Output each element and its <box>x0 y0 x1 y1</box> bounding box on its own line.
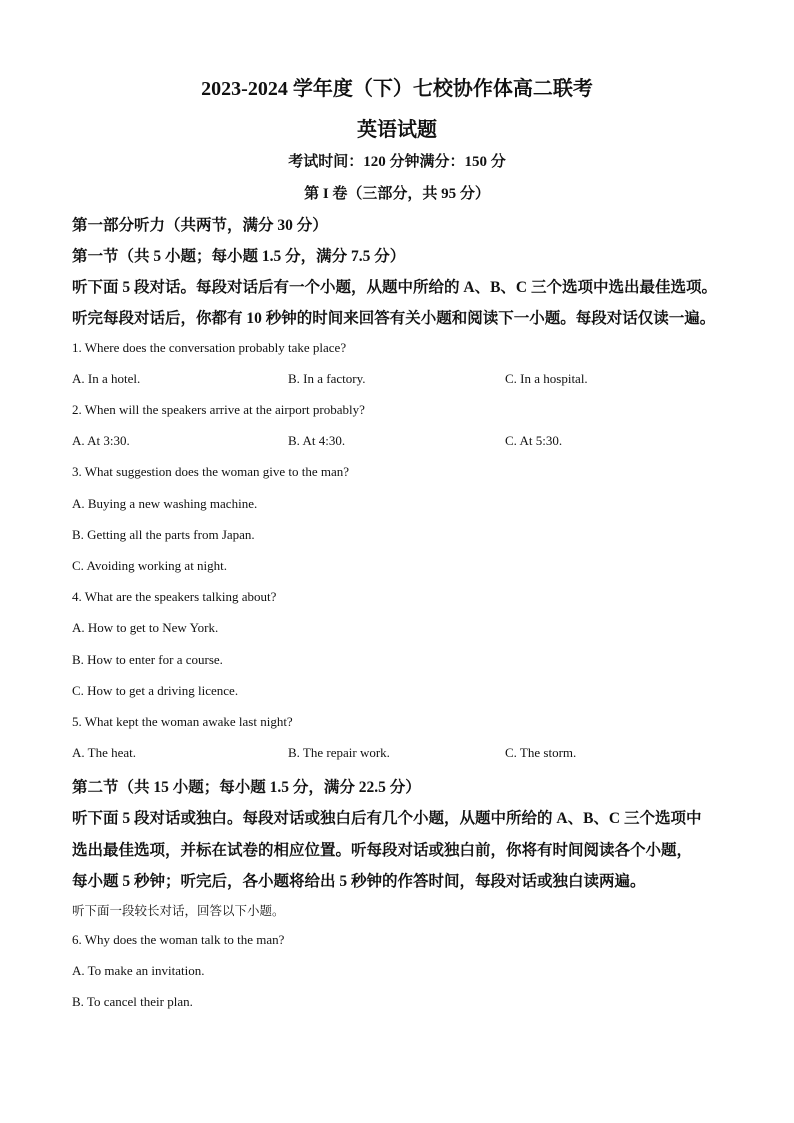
section2-heading: 第二节（共 15 小题；每小题 1.5 分，满分 22.5 分） <box>72 779 421 796</box>
question-5-option-b[interactable]: B. The repair work. <box>288 745 390 760</box>
section1-heading: 第一节（共 5 小题；每小题 1.5 分，满分 7.5 分） <box>72 248 406 265</box>
section1-instructions-line2: 听完每段对话后，你都有 10 秒钟的时间来回答有关小题和阅读下一小题。每段对话仅读一遍。 <box>72 310 716 327</box>
exam-subtitle: 英语试题 <box>357 119 437 141</box>
question-4-option-b[interactable]: B. How to enter for a course. <box>72 652 223 667</box>
question-1-option-b[interactable]: B. In a factory. <box>288 371 366 386</box>
section2-instructions-line1: 听下面 5 段对话或独白。每段对话或独白后有几个小题，从题中所给的 A、B、C 三个选项中 <box>72 810 702 827</box>
volume-heading: 第 I 卷（三部分，共 95 分） <box>304 186 490 202</box>
question-5-option-c[interactable]: C. The storm. <box>505 745 577 760</box>
question-4-option-c[interactable]: C. How to get a driving licence. <box>72 683 239 698</box>
question-5-option-a[interactable]: A. The heat. <box>72 745 137 760</box>
question-6-option-b[interactable]: B. To cancel their plan. <box>72 994 193 1009</box>
exam-title: 2023-2024 学年度（下）七校协作体高二联考 <box>201 78 593 100</box>
section2-instructions-line3: 每小题 5 秒钟；听完后，各小题将给出 5 秒钟的作答时间，每段对话或独白读两遍。 <box>72 873 646 890</box>
question-1-stem: 1. Where does the conversation probably take place? <box>72 340 347 355</box>
question-3-option-b[interactable]: B. Getting all the parts from Japan. <box>72 527 255 542</box>
question-6-stem: 6. Why does the woman talk to the man? <box>72 932 285 947</box>
question-4-stem: 4. What are the speakers talking about? <box>72 589 277 604</box>
exam-info: 考试时间：120 分钟满分：150 分 <box>288 154 506 170</box>
question-1-option-c[interactable]: C. In a hospital. <box>505 371 588 386</box>
question-2-option-c[interactable]: C. At 5:30. <box>505 433 563 448</box>
question-2-stem: 2. When will the speakers arrive at the airport probably? <box>72 402 365 417</box>
question-2-option-b[interactable]: B. At 4:30. <box>288 433 346 448</box>
question-2-option-a[interactable]: A. At 3:30. <box>72 433 130 448</box>
question-1-option-a[interactable]: A. In a hotel. <box>72 371 141 386</box>
question-5-stem: 5. What kept the woman awake last night? <box>72 714 293 729</box>
section1-instructions-line1: 听下面 5 段对话。每段对话后有一个小题，从题中所给的 A、B、C 三个选项中选出最佳选项。 <box>72 279 717 296</box>
part1-heading: 第一部分听力（共两节，满分 30 分） <box>72 217 328 234</box>
question-3-option-a[interactable]: A. Buying a new washing machine. <box>72 496 258 511</box>
question-6-option-a[interactable]: A. To make an invitation. <box>72 963 205 978</box>
question-3-option-c[interactable]: C. Avoiding working at night. <box>72 558 228 573</box>
question-4-option-a[interactable]: A. How to get to New York. <box>72 620 219 635</box>
section2-instructions-line2: 选出最佳选项，并标在试卷的相应位置。听每段对话或独白前，你将有时间阅读各个小题， <box>72 842 693 859</box>
section2-prompt: 听下面一段较长对话，回答以下小题。 <box>72 903 285 918</box>
question-3-stem: 3. What suggestion does the woman give to the man? <box>72 464 350 479</box>
